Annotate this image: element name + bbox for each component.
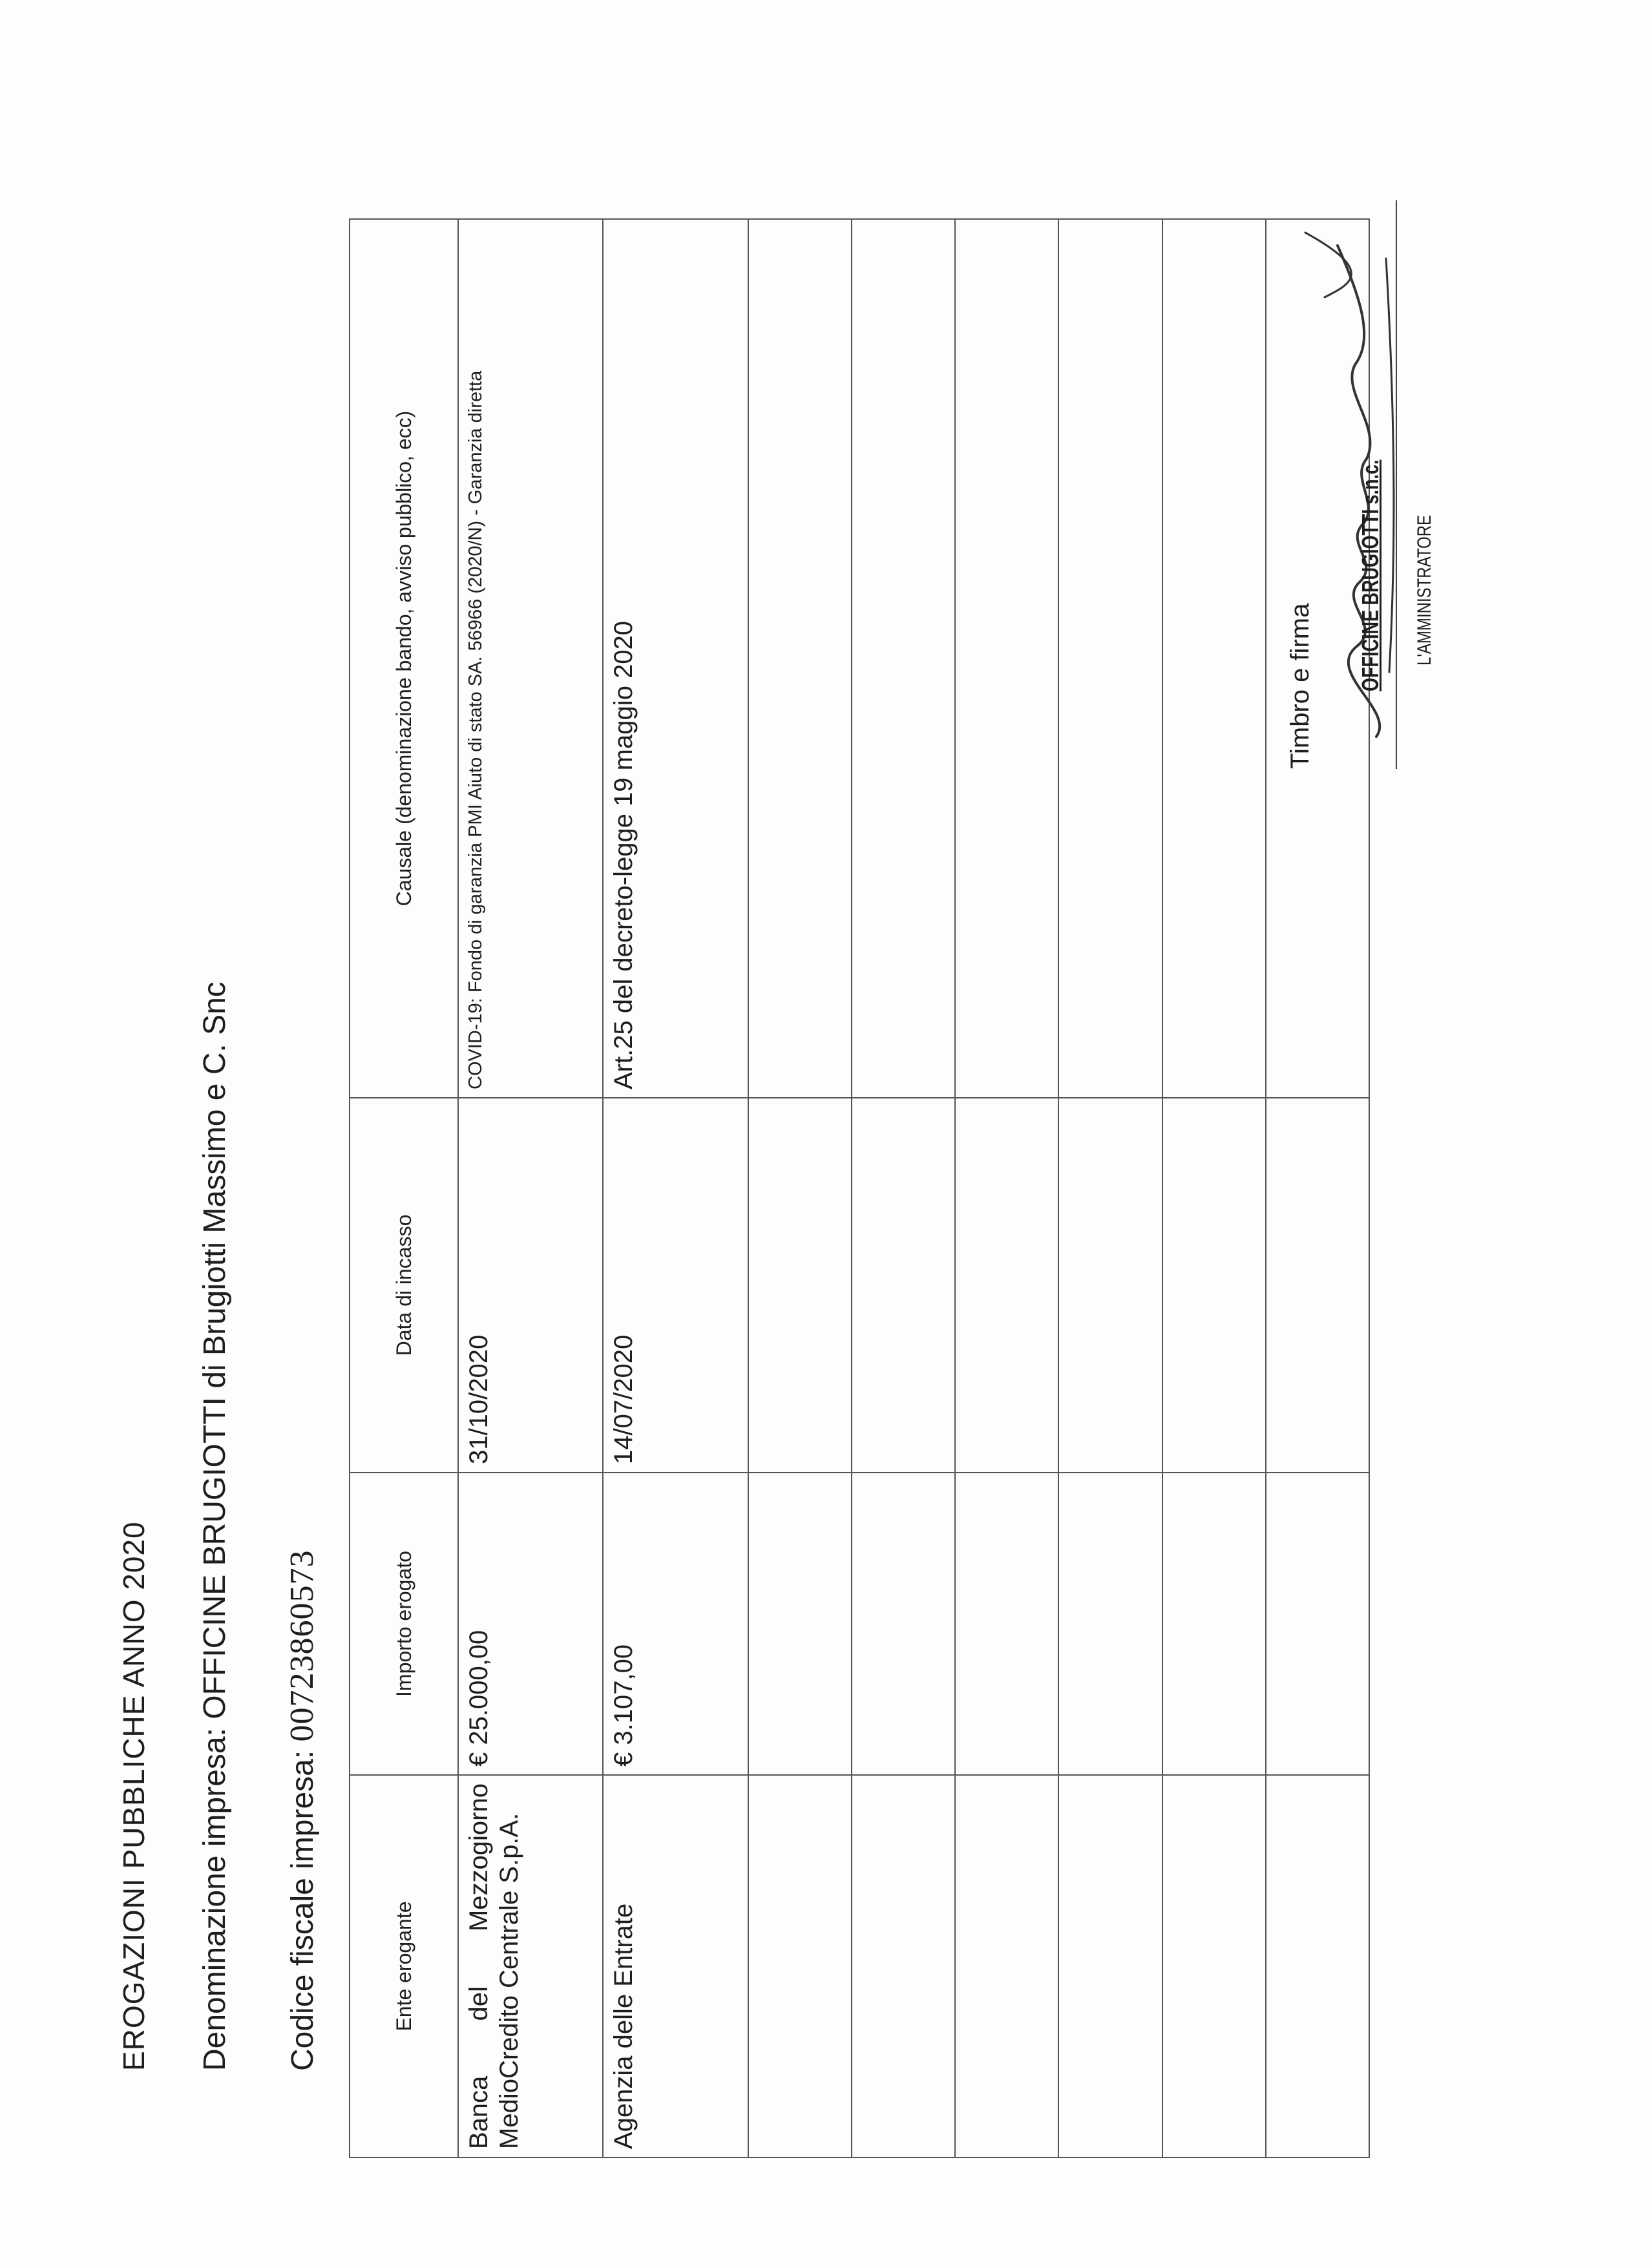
company-line — [197, 982, 233, 2071]
cell-data — [1266, 1098, 1369, 1473]
table-row — [748, 219, 852, 2158]
cell-ente — [1162, 1775, 1266, 2158]
fiscal-code-value: 00723860573 — [284, 1549, 320, 1742]
cell-importo — [748, 1473, 852, 1775]
header-importo: Importo erogato — [350, 1473, 458, 1775]
cell-data — [852, 1098, 955, 1473]
document-title: EROGAZIONI PUBBLICHE ANNO 2020 — [117, 1521, 151, 2071]
cell-causale: Art.25 del decreto-legge 19 maggio 2020 — [603, 219, 748, 1098]
stamp-role: L'AMMINISTRATORE — [1414, 514, 1435, 666]
grants-table — [349, 218, 1370, 2158]
company-name: OFFICINE BRUGIOTTI di Brugiotti Massimo e C. Snc — [198, 982, 232, 1719]
table-row — [955, 219, 1058, 2158]
company-label: Denominazione impresa: — [198, 1719, 232, 2071]
signature-line — [1396, 200, 1397, 769]
cell-data — [955, 1098, 1058, 1473]
table-row — [1058, 219, 1162, 2158]
cell-importo — [1162, 1473, 1266, 1775]
cell-data — [1162, 1098, 1266, 1473]
cell-ente: Agenzia delle Entrate — [603, 1775, 748, 2158]
table-row — [603, 219, 748, 2158]
cell-data — [748, 1098, 852, 1473]
cell-importo: € 25.000,00 — [458, 1473, 603, 1775]
cell-causale — [955, 219, 1058, 1098]
signature-label: Timbro e firma — [1286, 603, 1314, 769]
cell-ente — [852, 1775, 955, 2158]
table-row — [1162, 219, 1266, 2158]
cell-importo: € 3.107,00 — [603, 1473, 748, 1775]
signature-block — [1286, 187, 1480, 769]
cell-causale — [748, 219, 852, 1098]
table-header-row — [350, 219, 458, 2158]
cell-causale: COVID-19: Fondo di garanzia PMI Aiuto di stato SA. 56966 (2020/N) - Garanzia diretta — [458, 219, 603, 1098]
cell-data: 14/07/2020 — [603, 1098, 748, 1473]
cell-importo — [1058, 1473, 1162, 1775]
cell-importo — [955, 1473, 1058, 1775]
cell-ente — [748, 1775, 852, 2158]
cell-ente — [955, 1775, 1058, 2158]
cell-importo — [1266, 1473, 1369, 1775]
cell-causale — [852, 219, 955, 1098]
table-row — [852, 219, 955, 2158]
header-causale: Causale (denominazione bando, avviso pubblico, ecc) — [350, 219, 458, 1098]
cell-ente — [1266, 1775, 1369, 2158]
cell-ente: Banca del Mezzogiorno MedioCredito Centrale S.p.A. — [458, 1775, 603, 2158]
stamp-company-name: OFFICINE BRUGIOTTI s.n.c. — [1357, 459, 1383, 691]
cell-importo — [852, 1473, 955, 1775]
fiscal-code-line — [283, 1549, 321, 2071]
cell-data: 31/10/2020 — [458, 1098, 603, 1473]
header-data: Data di incasso — [350, 1098, 458, 1473]
cell-causale — [1058, 219, 1162, 1098]
cell-data — [1058, 1098, 1162, 1473]
fiscal-code-label: Codice fiscale impresa: — [286, 1741, 320, 2071]
table-row — [458, 219, 603, 2158]
header-ente: Ente erogante — [350, 1775, 458, 2158]
cell-causale — [1162, 219, 1266, 1098]
handwritten-signature — [1299, 220, 1402, 750]
cell-ente — [1058, 1775, 1162, 2158]
